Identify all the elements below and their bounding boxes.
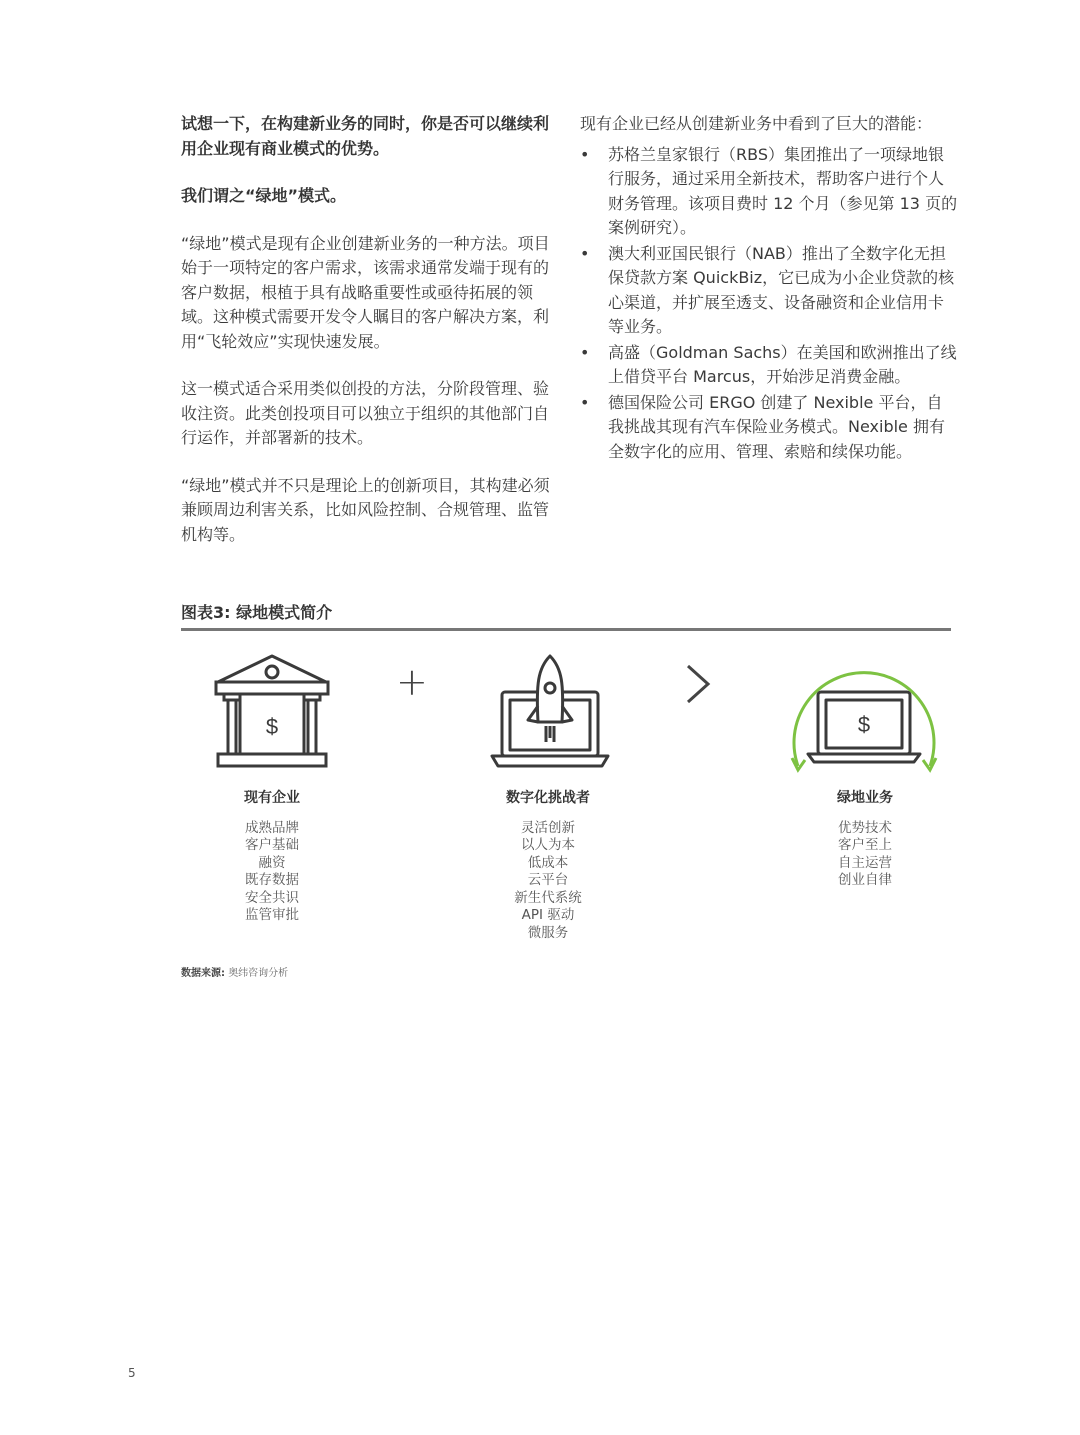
greenfield-dollar-sign: $	[857, 712, 871, 737]
right-intro: 现有企业已经从创建新业务中看到了巨大的潜能：	[580, 114, 933, 133]
list-item: 优势技术	[838, 819, 892, 836]
paragraph-1: “绿地”模式是现有企业创建新业务的一种方法。项目始于一项特定的客户需求，该需求通常发端于现有的客户数据，根植于具有战略重要性或亟待拓展的领域。这种模式需要开发令人瞩目的客户解决方案，利用“飞轮效应”实现快速发展。	[181, 233, 550, 351]
figure-title: 图表3: 绿地模式简介	[181, 603, 333, 622]
list-item	[580, 143, 958, 241]
right-column	[580, 112, 958, 465]
list-item: 新生代系统	[514, 889, 582, 906]
paragraph-3: “绿地”模式并不只是理论上的创新项目，其构建必须兼顾周边利害关系，比如风险控制、合规管理、监管机构等。	[181, 475, 550, 544]
list-item: 自主运营	[838, 854, 892, 871]
list-item: 客户至上	[838, 837, 892, 853]
greenfield-column	[775, 790, 955, 890]
data-source	[181, 964, 288, 979]
column-title: 现有企业	[244, 790, 300, 806]
list-item: 以人为本	[521, 837, 575, 853]
plus-icon: +	[396, 660, 428, 704]
paragraph-2: 这一模式适合采用类似创投的方法，分阶段管理、验收注资。此类创投项目可以独立于组织的其他部门自行运作，并部署新的技术。	[181, 379, 550, 447]
list-item: 微服务	[527, 924, 569, 941]
list-item-text: 高盛（Goldman Sachs）在美国和欧洲推出了线上借贷平台 Marcus，开始涉足消费金融。	[608, 342, 957, 386]
left-column	[181, 112, 559, 570]
laptop-dollar-cycle-icon	[784, 650, 944, 776]
list-item	[580, 391, 958, 465]
list-item: 低成本	[527, 854, 569, 871]
list-item	[580, 242, 958, 340]
bullet-dot: •	[580, 243, 590, 263]
list-item: 成熟品牌	[245, 819, 299, 836]
chevron-right-icon	[684, 662, 714, 706]
list-item-text: 德国保险公司 ERGO 创建了 Nexible 平台，自我挑战其现有汽车保险业务模式。Nexible 拥有全数字化的应用、管理、索赔和续保功能。	[608, 392, 945, 461]
digital-challenger-column	[458, 790, 638, 942]
list-item	[580, 341, 958, 390]
list-item-text: 苏格兰皇家银行（RBS）集团推出了一项绿地银行服务，通过采用全新技术，帮助客户进行个人财务管理。该项目费时 12 个月（参见第 13 页的案例研究）。	[608, 144, 958, 237]
greenfield-callout: 我们谓之“绿地”模式。	[181, 186, 347, 205]
list-item: 客户基础	[245, 837, 299, 853]
list-item: 既存数据	[245, 872, 299, 888]
list-item: 创业自律	[838, 872, 892, 888]
list-item: 监管审批	[245, 907, 299, 923]
incumbent-column	[182, 790, 362, 925]
source-label: 数据来源:	[181, 968, 225, 979]
list-item-text: 澳大利亚国民银行（NAB）推出了全数字化无担保贷款方案 QuickBiz，它已成为小企业贷款的核心渠道，并扩展至透支、设备融资和企业信用卡等业务。	[608, 243, 955, 336]
example-list	[580, 143, 958, 465]
list-item: 云平台	[527, 872, 569, 888]
list-item: 灵活创新	[521, 819, 575, 836]
bullet-dot: •	[580, 342, 590, 362]
bullet-dot: •	[580, 144, 590, 164]
figure-divider	[181, 628, 951, 631]
laptop-rocket-icon	[490, 652, 610, 770]
list-item: 安全共识	[245, 889, 299, 906]
bullet-dot: •	[580, 392, 590, 412]
source-value: 奥纬咨询分析	[228, 968, 289, 979]
bank-dollar-sign: $	[265, 714, 279, 739]
intro-bold: 试想一下，在构建新业务的同时，你是否可以继续利用企业现有商业模式的优势。	[181, 114, 550, 158]
list-item: 融资	[258, 854, 286, 871]
column-title: 绿地业务	[837, 790, 893, 806]
page-number: 5	[128, 1366, 136, 1380]
bank-icon	[212, 652, 332, 770]
column-title: 数字化挑战者	[506, 790, 590, 806]
list-item: API 驱动	[521, 907, 575, 923]
